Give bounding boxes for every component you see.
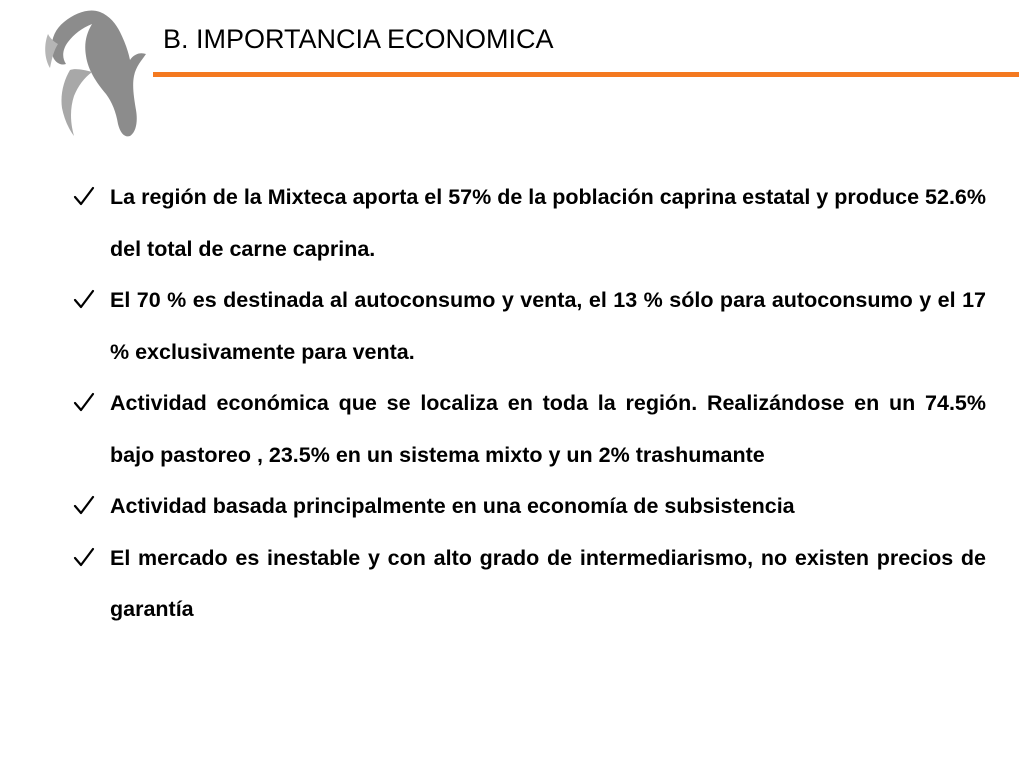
bullet-item [72, 275, 986, 378]
checkmark-icon [72, 390, 96, 414]
checkmark-icon [72, 545, 96, 569]
goat-head-icon [40, 4, 160, 142]
bullet-item [72, 481, 986, 533]
bullet-item [72, 172, 986, 275]
bullet-text: El mercado es inestable y con alto grado de intermediarismo, no existen precios de garantía [110, 545, 986, 621]
bullet-item [72, 533, 986, 636]
title-underline [153, 72, 1019, 77]
checkmark-icon [72, 287, 96, 311]
checkmark-icon [72, 184, 96, 208]
bullet-item [72, 378, 986, 481]
bullet-text: La región de la Mixteca aporta el 57% de la población caprina estatal y produce 52.6% del total de carne caprina. [110, 185, 986, 261]
bullet-text: Actividad económica que se localiza en toda la región. Realizándose en un 74.5% bajo pastoreo , 23.5% en un sistema mixto y un 2% trashumante [110, 391, 986, 467]
checkmark-icon [72, 493, 96, 517]
slide-title: B. IMPORTANCIA ECONOMICA [163, 24, 554, 54]
bullet-text: Actividad basada principalmente en una economía de subsistencia [110, 494, 795, 518]
bullet-list [72, 172, 986, 636]
bullet-text: El 70 % es destinada al autoconsumo y venta, el 13 % sólo para autoconsumo y el 17 % exclusivamente para venta. [110, 288, 986, 364]
